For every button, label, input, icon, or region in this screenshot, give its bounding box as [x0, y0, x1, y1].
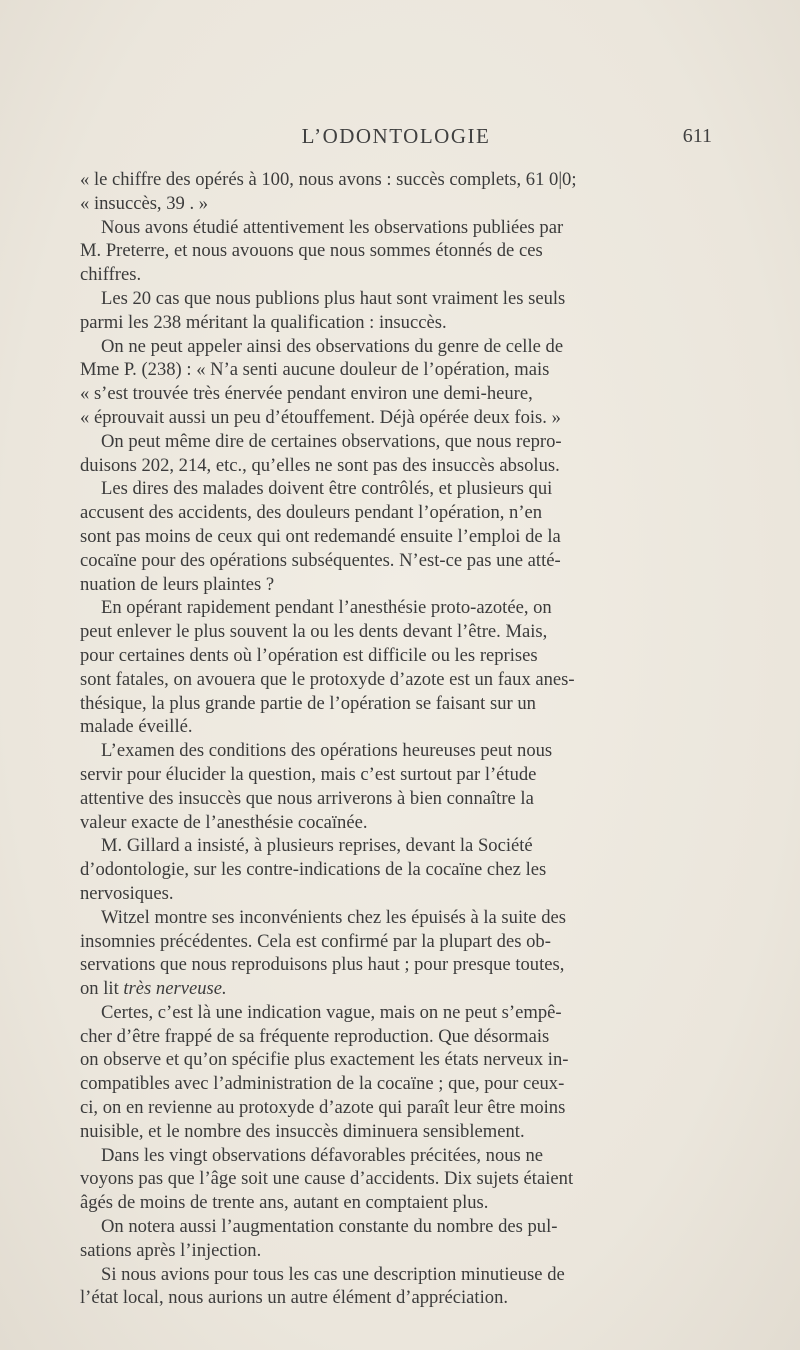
text-line — [80, 1167, 684, 1191]
text-line — [80, 216, 684, 240]
text-line-content: pour certaines dents où l’opération est difficile ou les reprises — [80, 644, 538, 666]
text-line-content: cocaïne pour des opérations subséquentes. N’est-ce pas une atté- — [80, 549, 561, 571]
text-line — [80, 477, 684, 501]
text-line-content: « s’est trouvée très énervée pendant environ une demi-heure, — [80, 383, 533, 405]
text-line — [80, 596, 684, 620]
text-line-content: d’odontologie, sur les contre-indications de la cocaïne chez les — [80, 859, 547, 881]
text-line-content: thésique, la plus grande partie de l’opération se faisant sur un — [80, 692, 536, 714]
text-line-content: Les 20 cas que nous publions plus haut sont vraiment les seuls — [101, 287, 566, 309]
text-line — [80, 953, 684, 977]
text-line-content: On ne peut appeler ainsi des observations du genre de celle de — [101, 335, 564, 357]
body-text — [80, 168, 684, 1310]
text-line-content: nervosiques. — [80, 882, 174, 904]
text-line-content: Certes, c’est là une indication vague, mais on ne peut s’empê- — [101, 1001, 562, 1023]
page-header — [80, 124, 712, 154]
text-line-content: compatibles avec l’administration de la cocaïne ; que, pour ceux- — [80, 1073, 565, 1095]
text-line — [80, 1096, 684, 1120]
text-line — [80, 192, 684, 216]
text-line-content: « éprouvait aussi un peu d’étouffement. Déjà opérée deux fois. » — [80, 406, 561, 428]
text-line-content: nuation de leurs plaintes ? — [80, 573, 275, 595]
text-line — [80, 644, 684, 668]
text-line — [80, 1286, 684, 1310]
text-line-content: ci, on en revienne au protoxyde d’azote qui paraît leur être moins — [80, 1097, 566, 1119]
text-line-content: âgés de moins de trente ans, autant en comptaient plus. — [80, 1192, 489, 1214]
text-line-content: voyons pas que l’âge soit une cause d’accidents. Dix sujets étaient — [80, 1168, 574, 1190]
text-line — [80, 501, 684, 525]
text-line — [80, 358, 684, 382]
text-line — [80, 549, 684, 573]
text-line — [80, 1215, 684, 1239]
text-line — [80, 906, 684, 930]
text-line-content: M. Preterre, et nous avouons que nous sommes étonnés de ces — [80, 240, 543, 262]
text-line — [80, 787, 684, 811]
text-line — [80, 1048, 684, 1072]
text-line-content: sont pas moins de ceux qui ont redemandé ensuite l’emploi de la — [80, 525, 561, 547]
text-line — [80, 263, 684, 287]
text-line-content: valeur exacte de l’anesthésie cocaïnée. — [80, 811, 368, 833]
text-line-content: nuisible, et le nombre des insuccès diminuera sensiblement. — [80, 1120, 525, 1142]
text-line-content: peut enlever le plus souvent la ou les dents devant l’être. Mais, — [80, 621, 548, 643]
text-line — [80, 977, 684, 1001]
text-line-content: Mme P. (238) : « N’a senti aucune douleur de l’opération, mais — [80, 359, 550, 381]
text-line — [80, 811, 684, 835]
text-line — [80, 382, 684, 406]
text-line-content: attentive des insuccès que nous arriverons à bien connaître la — [80, 787, 534, 809]
text-line — [80, 930, 684, 954]
text-line-content: En opérant rapidement pendant l’anesthésie proto-azotée, on — [101, 597, 552, 619]
text-line — [80, 1001, 684, 1025]
text-line-content: duisons 202, 214, etc., qu’elles ne sont pas des insuccès absolus. — [80, 454, 560, 476]
text-line — [80, 715, 684, 739]
text-line — [80, 239, 684, 263]
text-line-content: servir pour élucider la question, mais c’est surtout par l’étude — [80, 763, 537, 785]
text-line — [80, 1263, 684, 1287]
text-line-content: cher d’être frappé de sa fréquente reproduction. Que désormais — [80, 1025, 550, 1047]
text-line-content: parmi les 238 méritant la qualification : insuccès. — [80, 311, 447, 333]
text-line-content: insomnies précédentes. Cela est confirmé par la plupart des ob- — [80, 930, 551, 952]
text-line-content: L’examen des conditions des opérations heureuses peut nous — [101, 740, 553, 762]
text-line — [80, 168, 684, 192]
text-line — [80, 454, 684, 478]
page-number: 611 — [682, 125, 712, 147]
text-line-content: chiffres. — [80, 264, 142, 286]
text-line — [80, 1239, 684, 1263]
text-line-content: accusent des accidents, des douleurs pendant l’opération, n’en — [80, 502, 543, 524]
text-line-content: Dans les vingt observations défavorables précitées, nous ne — [101, 1144, 543, 1166]
text-line-content: malade éveillé. — [80, 716, 193, 738]
text-line-content: l’état local, nous aurions un autre élément d’appréciation. — [80, 1287, 509, 1309]
text-line — [80, 668, 684, 692]
text-line — [80, 525, 684, 549]
text-line — [80, 882, 684, 906]
text-line — [80, 311, 684, 335]
text-line-content: Nous avons étudié attentivement les observations publiées par — [101, 216, 564, 238]
text-line — [80, 739, 684, 763]
text-line-content: servations que nous reproduisons plus haut ; pour presque toutes, — [80, 954, 565, 976]
text-line — [80, 1144, 684, 1168]
text-line — [80, 1191, 684, 1215]
running-title: L’ODONTOLOGIE — [301, 124, 491, 148]
text-line-content: sont fatales, on avouera que le protoxyde d’azote est un faux anes- — [80, 668, 575, 690]
text-line-content: sations après l’injection. — [80, 1239, 262, 1261]
text-line-content: on observe et qu’on spécifie plus exactement les états nerveux in- — [80, 1049, 569, 1071]
text-line — [80, 287, 684, 311]
text-line-content: On notera aussi l’augmentation constante du nombre des pul- — [101, 1216, 558, 1238]
text-line-content: Witzel montre ses inconvénients chez les épuisés à la suite des — [101, 906, 566, 928]
text-line — [80, 1120, 684, 1144]
text-line-content: On peut même dire de certaines observations, que nous repro- — [101, 430, 562, 452]
text-line — [80, 763, 684, 787]
text-line — [80, 1025, 684, 1049]
text-line — [80, 620, 684, 644]
text-line — [80, 858, 684, 882]
text-line — [80, 573, 684, 597]
text-line — [80, 335, 684, 359]
text-line — [80, 430, 684, 454]
text-line-content: « insuccès, 39 . » — [80, 192, 209, 214]
text-line-content: M. Gillard a insisté, à plusieurs reprises, devant la Société — [101, 835, 533, 857]
text-line-content: « le chiffre des opérés à 100, nous avons : succès complets, 61 0|0; — [80, 169, 577, 190]
text-line-content: Si nous avions pour tous les cas une description minutieuse de — [101, 1263, 565, 1285]
text-line — [80, 834, 684, 858]
text-line-content: on lit — [80, 978, 124, 1000]
text-line-content: Les dires des malades doivent être contrôlés, et plusieurs qui — [101, 478, 553, 500]
text-line — [80, 692, 684, 716]
text-line — [80, 1072, 684, 1096]
italic-text: très nerveuse. — [123, 978, 227, 1000]
text-line — [80, 406, 684, 430]
